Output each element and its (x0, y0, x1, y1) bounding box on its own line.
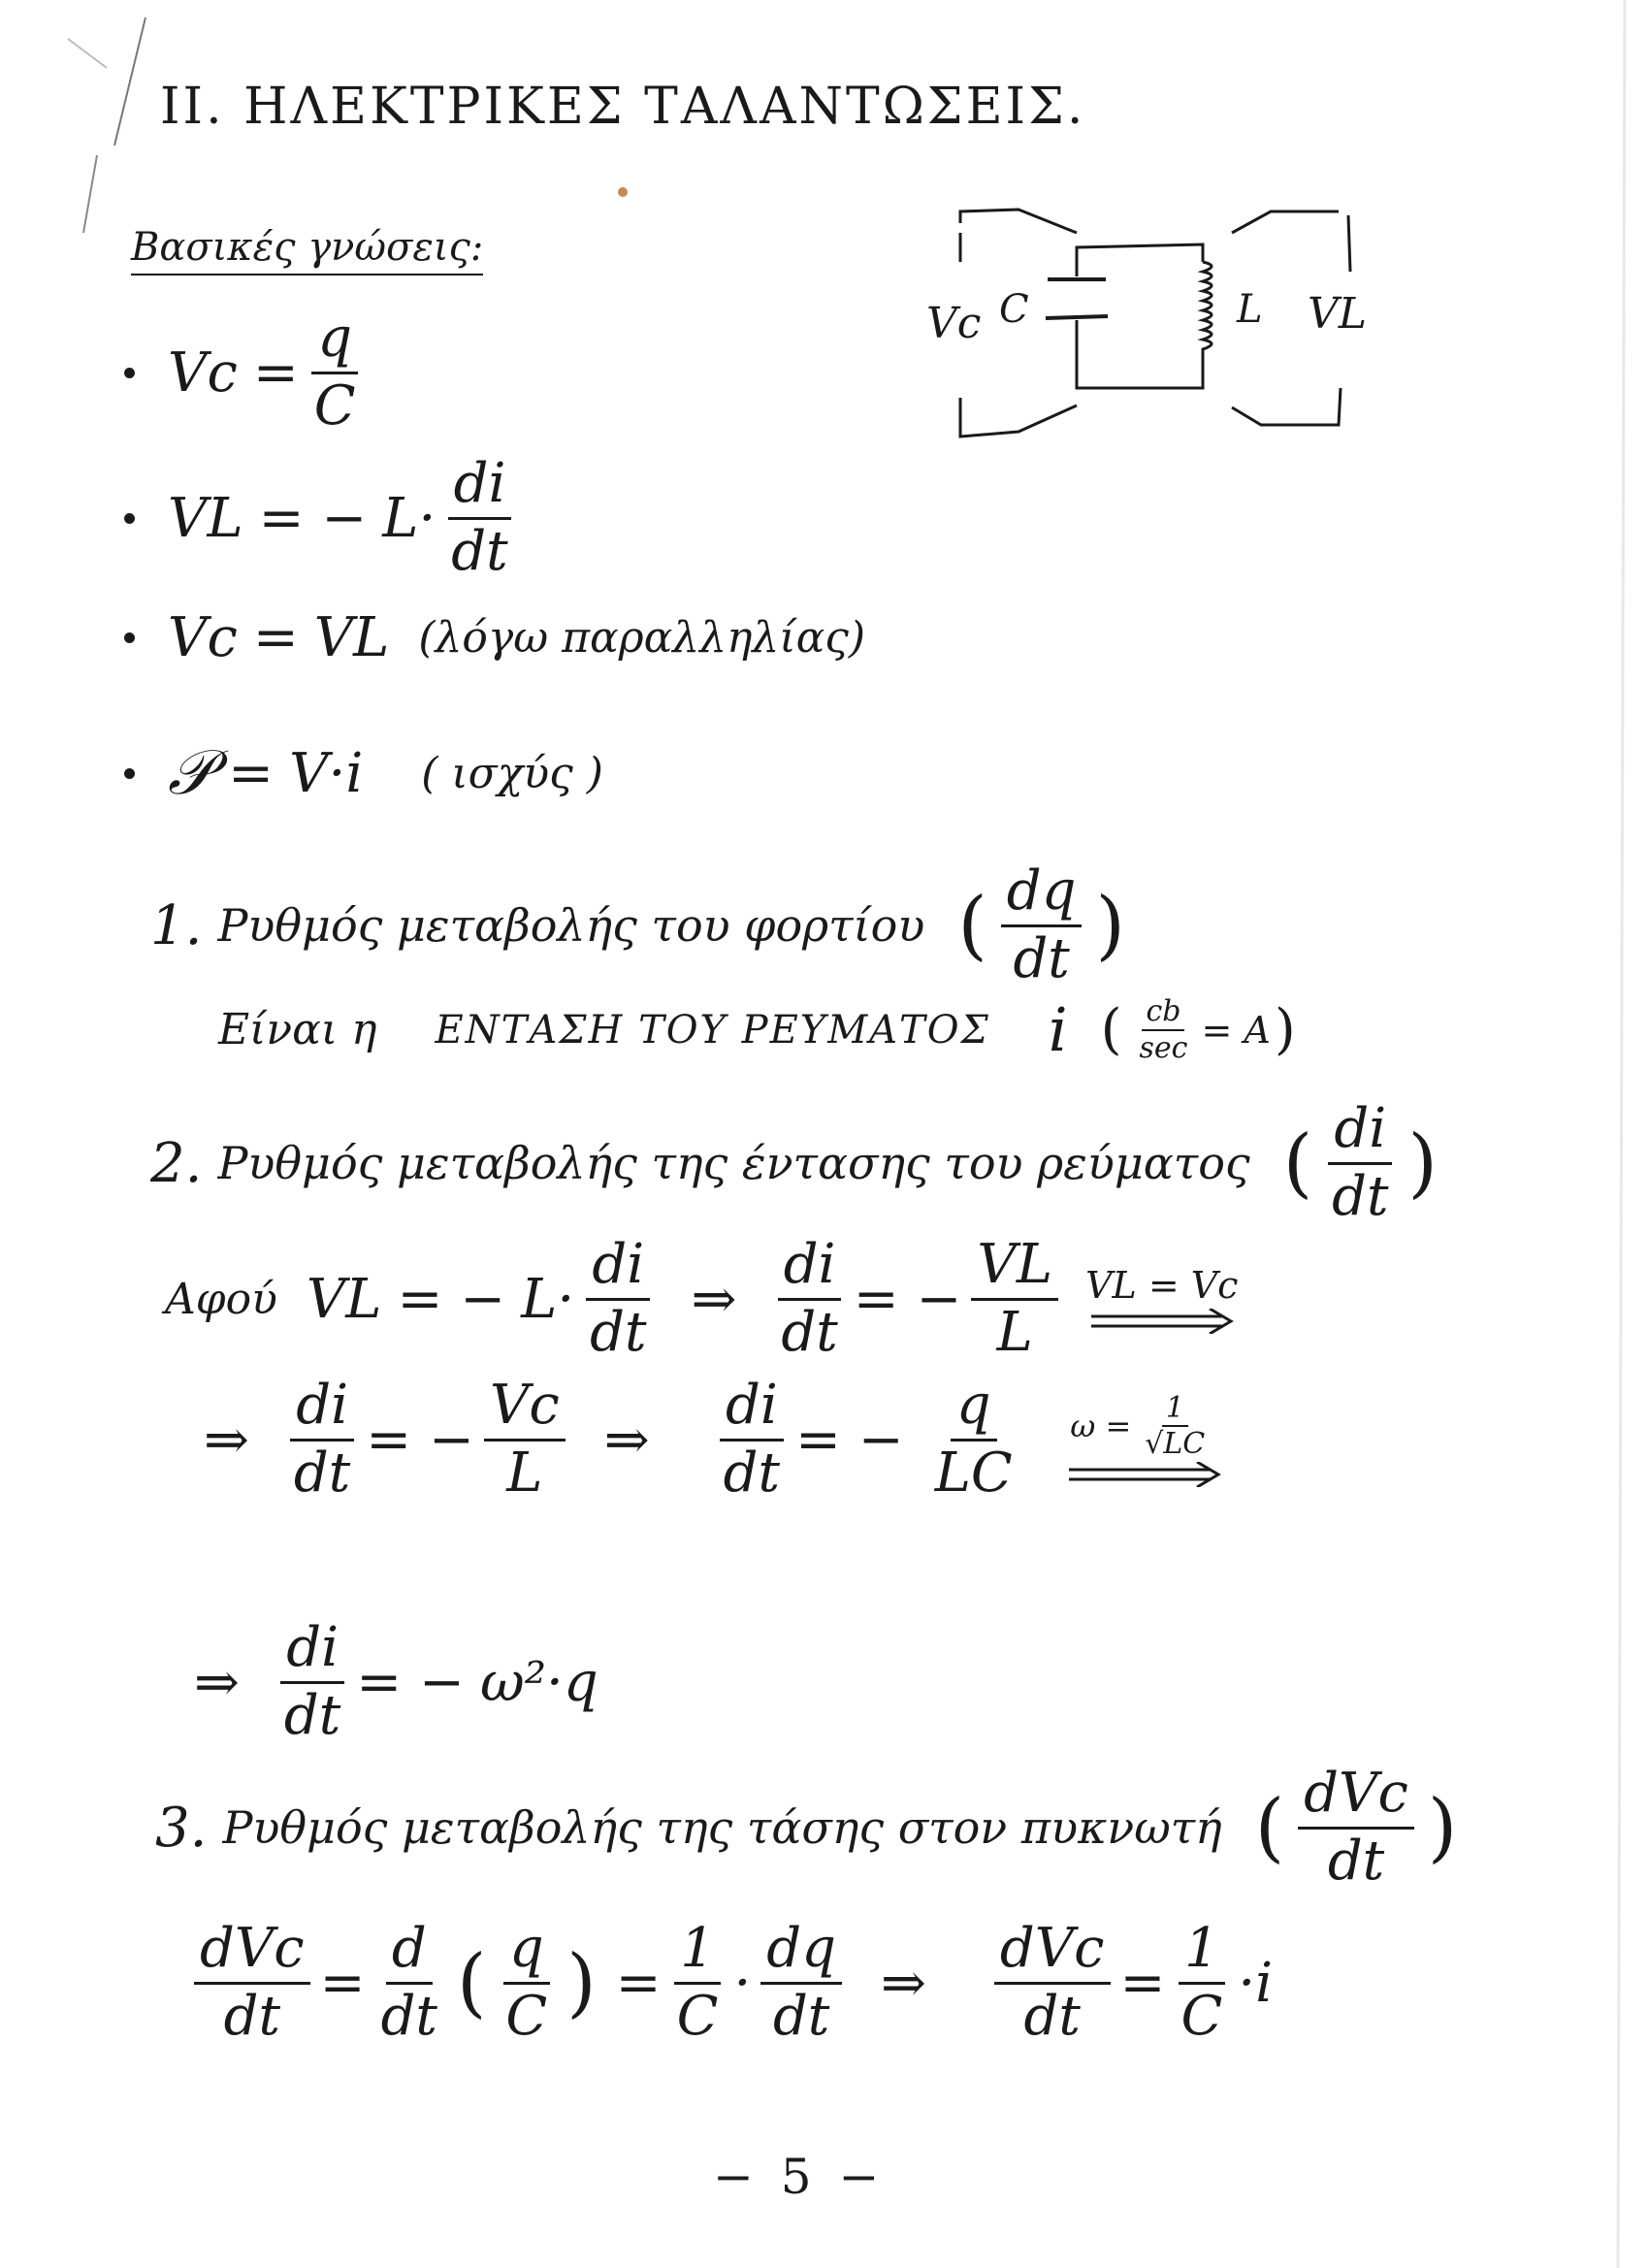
page-number: − 5 − (713, 2149, 886, 2205)
basic-knowledge-heading-text: Βασικές γνώσεις: (131, 225, 483, 275)
bullet-dot (124, 632, 135, 643)
circuit-c-label: C (999, 287, 1029, 332)
page-title: II. ΗΛΕΚΤΡΙΚΕΣ ΤΑΛΑΝΤΩΣΕΙΣ. (160, 78, 1086, 136)
equation-vc-equals-vl: Vc = VL (λόγω παραλληλίας) (124, 606, 865, 669)
circuit-vc-label: Vc (926, 299, 982, 348)
power-note: ( ισχύς ) (421, 748, 603, 798)
fraction-di-dt: $\frac{di}{dt}$ (445, 456, 513, 581)
bullet-dot (124, 513, 135, 524)
circuit-l-label: L (1237, 287, 1263, 332)
section-1-heading: 1. Ρυθμός μεταβολής του φορτίου ( $\frac{dq}{dt}$ ) (150, 859, 1125, 990)
circuit-vl-label: VL (1308, 289, 1367, 339)
derivation-line-1: Αφού VL = − L · $\frac{di}{dt}$ ⇒ $\frac{di}{dt}$ = − $\frac{VL}{L}$ VL = Vc (165, 1233, 1239, 1364)
fraction-q-over-c: $\frac{q}{C}$ (308, 310, 362, 436)
bullet-dot (124, 768, 135, 779)
fraction-di-dt: $\frac{di}{dt}$ (1326, 1101, 1394, 1226)
arrow-vl-equals-vc: VL = Vc (1085, 1264, 1238, 1334)
double-arrow-icon (1089, 1309, 1235, 1334)
derivation-line-3: ⇒ $\frac{di}{dt}$ = − ω²·q (194, 1616, 598, 1747)
fraction-cb-sec: $\frac{cb}{\sec}$ (1139, 994, 1188, 1065)
equation-power: 𝒫 = V · i ( ισχύς ) (124, 737, 603, 809)
arrow-omega-definition: ω = $\frac{1}{√LC}$ (1067, 1393, 1222, 1487)
derivation-line-2: ⇒ $\frac{di}{dt}$ = − $\frac{Vc}{L}$ ⇒ $\frac{di}{dt}$ = − $\frac{q}{LC}$ ω = $\frac{1}{√LC}$ (204, 1377, 1240, 1503)
double-arrow-icon (1067, 1462, 1222, 1487)
lc-circuit-diagram (902, 204, 1387, 456)
equation-vc-charge: Vc = $\frac{q}{C}$ (124, 310, 372, 436)
section-2-heading: 2. Ρυθμός μεταβολής της έντασης του ρεύματος ( $\frac{di}{dt}$ ) (150, 1097, 1438, 1228)
section-1-definition: Είναι η ΕΝΤΑΣΗ ΤΟΥ ΡΕΥΜΑΤΟΣ i ( $\frac{cb}{\sec}$ = A ) (218, 994, 1296, 1065)
section-3-heading: 3. Ρυθμός μεταβολής της τάσης στον πυκνωτή ( $\frac{\text{dVc}}{dt}$ ) (155, 1762, 1458, 1893)
fraction-dvc-dt: $\frac{\text{dVc}}{dt}$ (1298, 1766, 1414, 1891)
bullet-dot (124, 368, 135, 378)
derivation-line-4: $\frac{\text{dVc}}{dt}$ = $\frac{d}{dt}$ ( $\frac{q}{C}$ ) = $\frac{1}{C}$ · $\frac{dq}{dt}$ ⇒ $\frac{\text{dVc}}{dt}$ = $\frac{1}{C}$ · i (184, 1921, 1273, 2046)
fraction-dq-dt: $\frac{dq}{dt}$ (1001, 863, 1083, 988)
basic-knowledge-heading (131, 225, 483, 270)
parallel-note: (λόγω παραλληλίας) (418, 613, 866, 663)
equation-vl-inductor: VL = − L · $\frac{di}{dt}$ (124, 456, 524, 581)
